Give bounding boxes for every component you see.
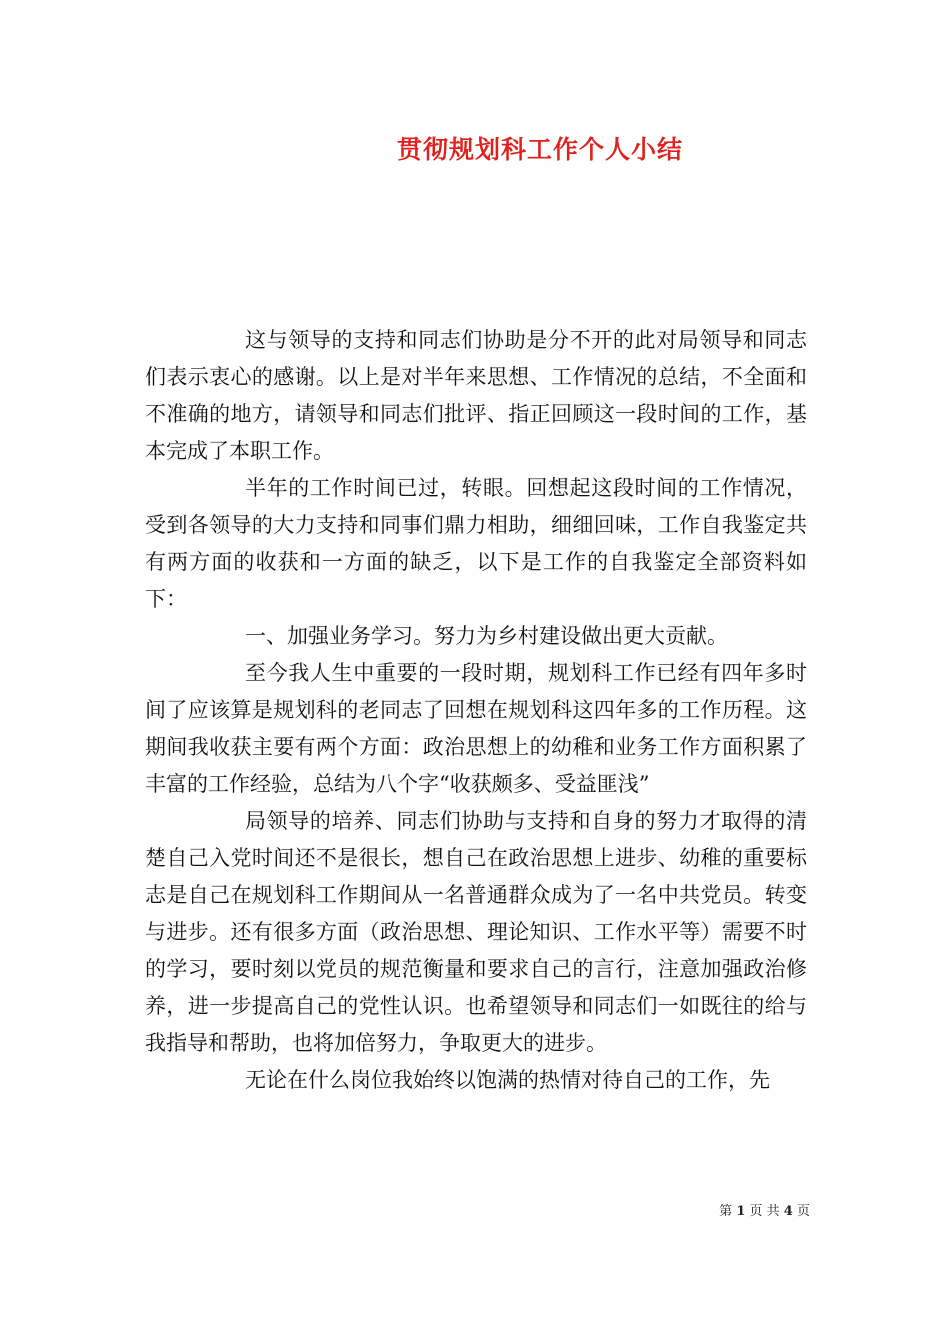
paragraph-4: 至今我人生中重要的一段时期，规划科工作已经有四年多时间了应该算是规划科的老同志了回想在规划科这四年多的工作历程。这期间我收获主要有两个方面：政治思想上的幼稚和业务工作方面积累了丰富的工作经验，总结为八个字“收获颇多、受益匪浅”	[145, 661, 807, 796]
paragraph-2: 半年的工作时间已过，转眼。回想起这段时间的工作情况，受到各领导的大力支持和同事们鼎力相助，细细回味，工作自我鉴定共有两方面的收获和一方面的缺乏，以下是工作的自我鉴定全部资料如下：	[145, 476, 807, 611]
footer-suffix: 页	[796, 1204, 810, 1219]
paragraph-3: 一、加强业务学习。努力为乡村建设做出更大贡献。	[245, 624, 728, 648]
paragraph-6: 无论在什么岗位我始终以饱满的热情对待自己的工作，先	[245, 1068, 770, 1092]
page-number-footer	[700, 1203, 810, 1221]
footer-total-pages: 4	[783, 1204, 793, 1219]
paragraph-5: 局领导的培养、同志们协助与支持和自身的努力才取得的清楚自己入党时间还不是很长，想自己在政治思想上进步、幼稚的重要标志是自己在规划科工作期间从一名普通群众成为了一名中共党员。转变与进步。还有很多方面（政治思想、理论知识、工作水平等）需要不时的学习，要时刻以党员的规范衡量和要求自己的言行，注意加强政治修养，进一步提高自己的党性认识。也希望领导和同志们一如既往的给与我指导和帮助，也将加倍努力，争取更大的进步。	[145, 809, 807, 1055]
document-body	[145, 322, 807, 1099]
document-title: 贯彻规划科工作个人小结	[396, 135, 683, 164]
footer-middle: 页 共	[749, 1204, 780, 1219]
footer-prefix: 第	[719, 1204, 733, 1219]
paragraph-1: 这与领导的支持和同志们协助是分不开的此对局领导和同志们表示衷心的感谢。以上是对半年来思想、工作情况的总结，不全面和不准确的地方，请领导和同志们批评、指正回顾这一段时间的工作，基本完成了本职工作。	[145, 328, 807, 463]
footer-current-page: 1	[736, 1204, 746, 1219]
